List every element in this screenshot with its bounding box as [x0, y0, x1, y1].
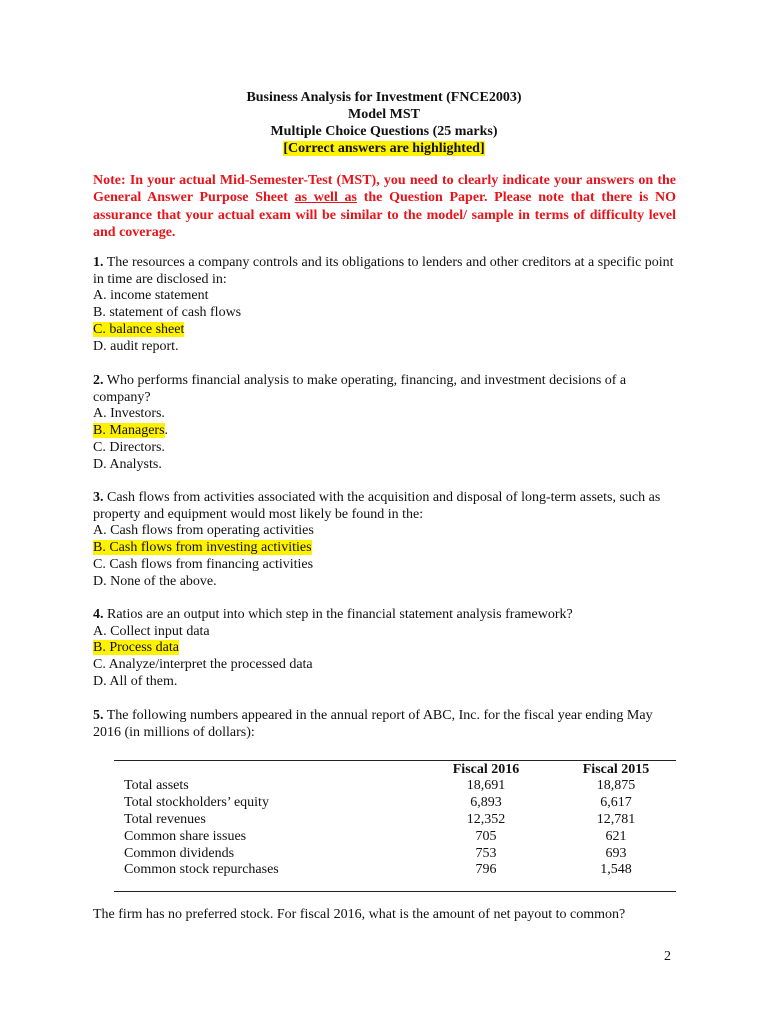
option-d: D. None of the above.	[93, 573, 217, 589]
closing-question: The firm has no preferred stock. For fiscal 2016, what is the amount of net payout to common?	[93, 907, 626, 922]
exam-note	[93, 172, 676, 241]
question-text: Ratios are an output into which step in the financial statement analysis framework?	[103, 607, 573, 622]
question-5	[93, 708, 678, 741]
option-c: C. Directors.	[93, 439, 165, 455]
question-text: Who performs financial analysis to make operating, financing, and investment decisions of a company?	[93, 373, 627, 405]
value-2016: 18,691	[466, 778, 506, 793]
option-c: C. Cash flows from financing activities	[93, 556, 314, 572]
option-b-correct: B. Managers	[93, 423, 165, 439]
question-3	[93, 490, 678, 590]
question-text: The resources a company controls and its obligations to lenders and other creditors at a specific point in time are disclosed in:	[93, 255, 674, 287]
value-2015: 12,781	[596, 812, 636, 827]
row-label: Common dividends	[124, 846, 235, 861]
option-b: B. statement of cash flows	[93, 305, 242, 321]
option-a: A. Cash flows from operating activities	[93, 523, 314, 539]
value-2015: 693	[605, 846, 627, 861]
question-number: 4.	[93, 607, 104, 622]
table-row	[114, 861, 676, 878]
note-text-part1: Note: In your actual Mid-Semester-Test (MST), you need to clearly indicate your answers on the General Answer Purpose Sheet	[93, 173, 676, 206]
question-2	[93, 373, 678, 473]
question-1	[93, 255, 678, 355]
table-row	[114, 777, 676, 794]
page-number: 2	[664, 949, 671, 964]
option-c: C. Analyze/interpret the processed data	[93, 657, 313, 673]
course-title: Business Analysis for Investment (FNCE2003)	[246, 90, 522, 105]
value-2016: 753	[475, 846, 497, 861]
document-header	[0, 89, 768, 157]
option-a: A. income statement	[93, 288, 209, 304]
table-row	[114, 845, 676, 862]
row-label: Common stock repurchases	[124, 862, 279, 877]
value-2015: 18,875	[596, 778, 636, 793]
option-d: D. audit report.	[93, 338, 179, 354]
question-number: 3.	[93, 490, 104, 505]
option-a: A. Collect input data	[93, 623, 210, 639]
note-text-part2: the Question Paper. Please note that there is NO assurance that your actual exam will be similar to the model/ sample in terms of difficulty level and coverage.	[93, 190, 677, 240]
option-b-suffix: .	[164, 423, 169, 439]
question-number: 1.	[93, 255, 104, 270]
value-2016: 6,893	[470, 795, 502, 810]
question-number: 5.	[93, 708, 104, 723]
column-header-2016: Fiscal 2016	[452, 762, 520, 777]
row-label: Total stockholders’ equity	[124, 795, 269, 810]
table-row	[114, 828, 676, 845]
value-2016: 12,352	[466, 812, 506, 827]
value-2015: 6,617	[600, 795, 632, 810]
row-label: Total revenues	[124, 812, 206, 827]
question-number: 2.	[93, 373, 104, 388]
financial-table	[114, 760, 676, 892]
table-row	[114, 811, 676, 828]
option-b-correct: B. Cash flows from investing activities	[93, 540, 312, 556]
row-label: Total assets	[124, 778, 189, 793]
question-text: The following numbers appeared in the annual report of ABC, Inc. for the fiscal year ending May 2016 (in millions of dollars):	[93, 708, 653, 740]
note-underlined: as well as	[294, 190, 358, 206]
option-c-correct: C. balance sheet	[93, 321, 185, 337]
option-b-correct: B. Process data	[93, 640, 179, 656]
value-2015: 1,548	[600, 862, 632, 877]
question-4	[93, 607, 678, 691]
value-2016: 796	[475, 862, 497, 877]
table-row	[114, 794, 676, 811]
option-a: A. Investors.	[93, 406, 165, 422]
question-text: Cash flows from activities associated with the acquisition and disposal of long-term assets, such as property and equipment would most likely be found in the:	[93, 490, 661, 522]
value-2016: 705	[475, 829, 497, 844]
value-2015: 621	[605, 829, 627, 844]
option-d: D. Analysts.	[93, 456, 162, 472]
column-header-2015: Fiscal 2015	[582, 762, 650, 777]
test-title: Model MST	[348, 107, 420, 122]
option-d: D. All of them.	[93, 673, 178, 689]
table-header-row	[114, 761, 676, 778]
row-label: Common share issues	[124, 829, 247, 844]
highlight-notice: [Correct answers are highlighted]	[283, 141, 485, 156]
section-title: Multiple Choice Questions (25 marks)	[270, 124, 498, 139]
